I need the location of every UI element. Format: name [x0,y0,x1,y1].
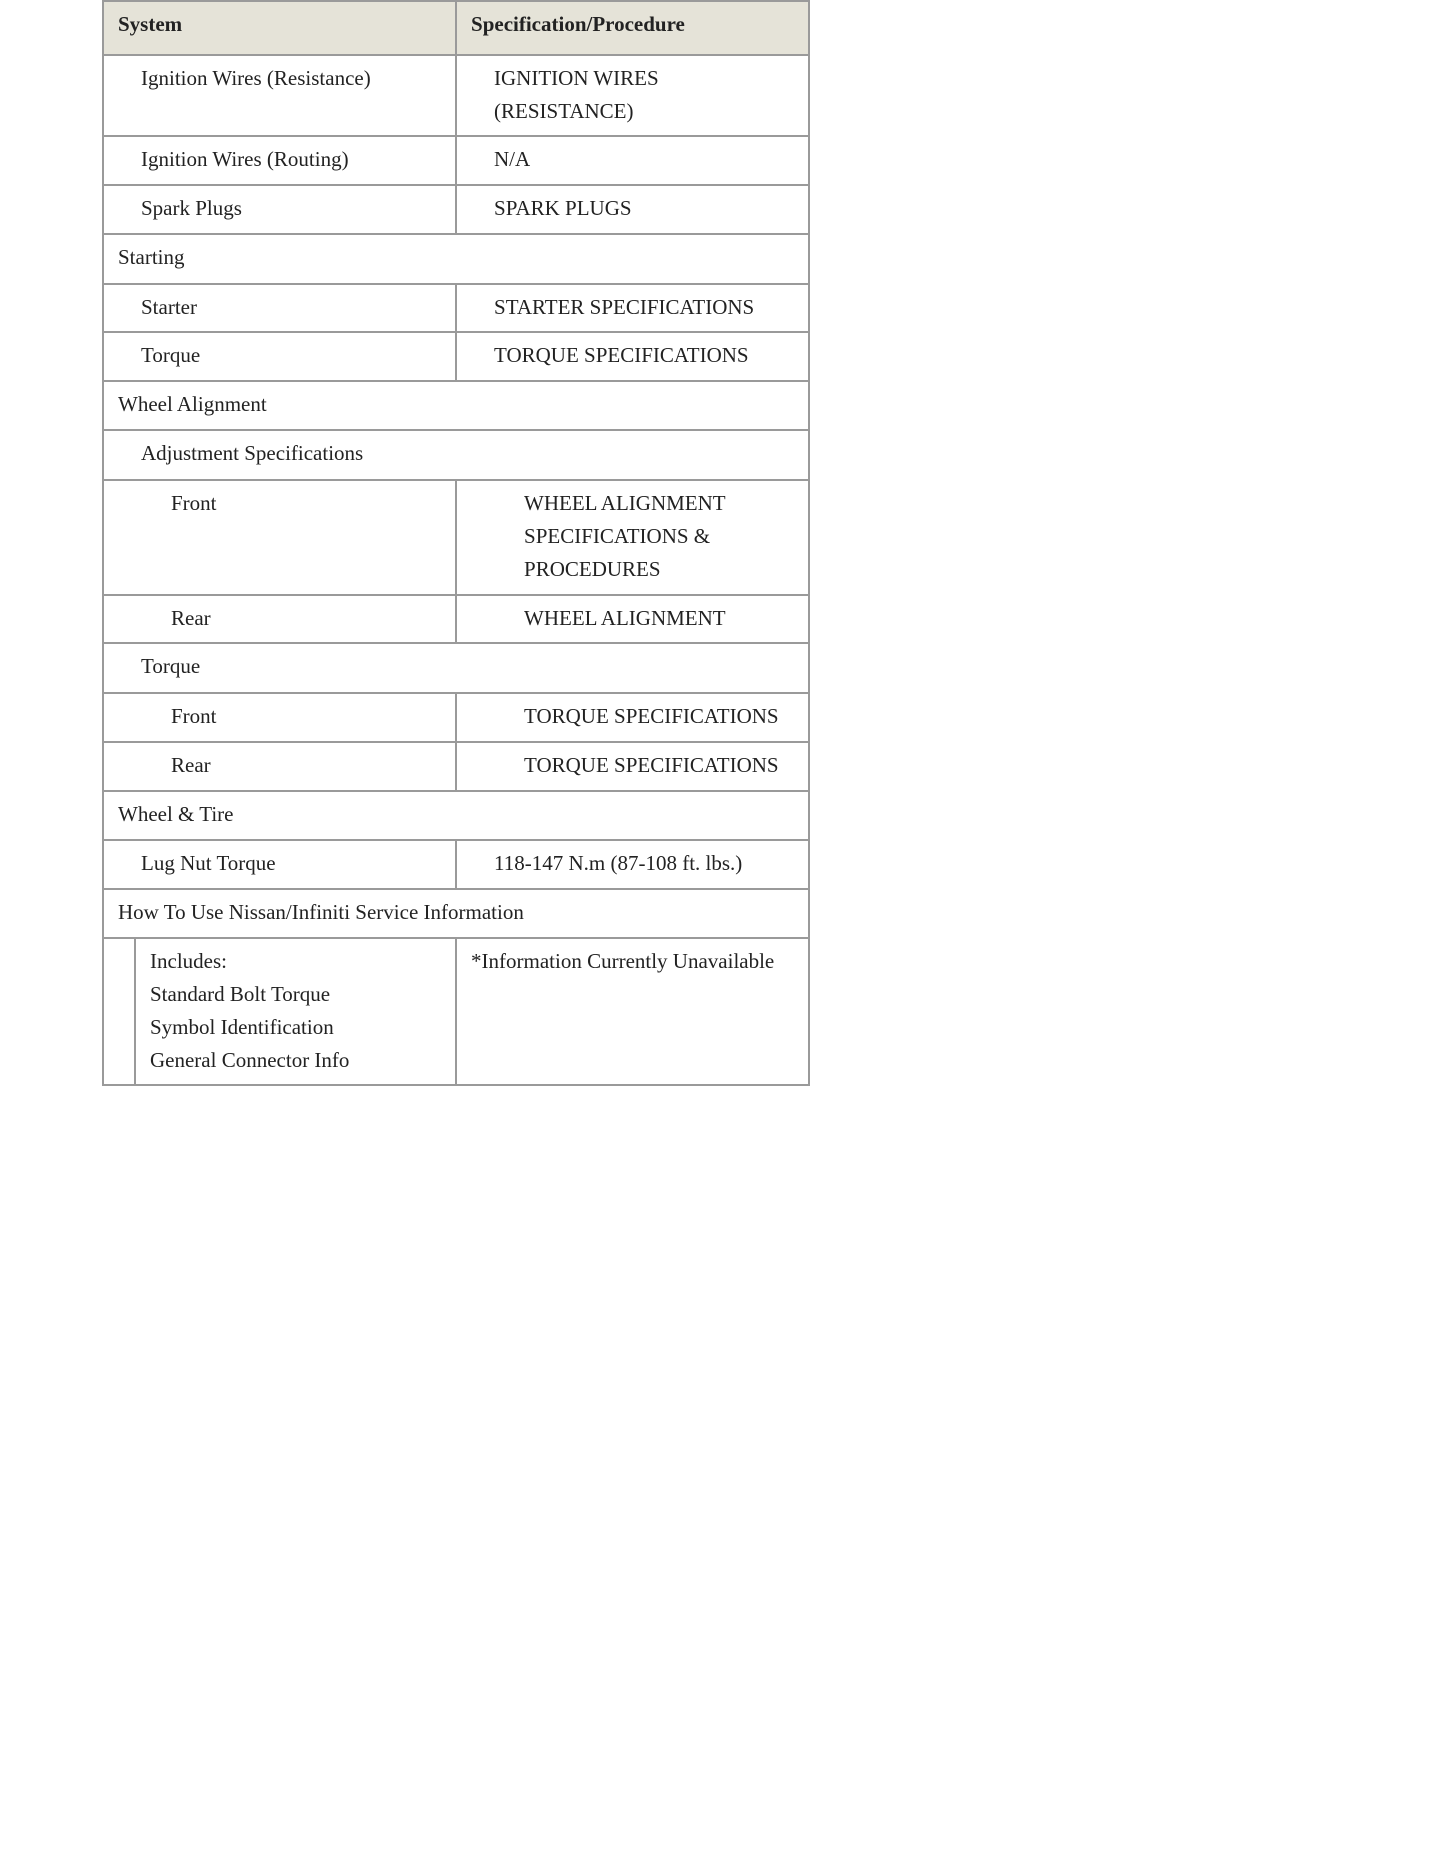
subsection-row [103,430,809,480]
system-cell: Spark Plugs [103,185,456,234]
system-cell: Front [103,480,456,595]
spec-cell: SPARK PLUGS [456,185,809,234]
table-row [103,55,809,136]
section-heading: How To Use Nissan/Infiniti Service Information [103,889,809,938]
system-cell: Lug Nut Torque [103,840,456,889]
system-cell: Ignition Wires (Resistance) [103,55,456,136]
spec-cell: TORQUE SPECIFICATIONS [456,742,809,791]
spec-line: (RESISTANCE) [494,99,634,123]
spec-cell [456,55,809,136]
section-heading: Wheel & Tire [103,791,809,840]
table-row [103,595,809,643]
section-row [103,381,809,430]
spec-cell: TORQUE SPECIFICATIONS [456,693,809,742]
system-line: General Connector Info [150,1048,350,1072]
spec-cell [456,480,809,595]
section-row [103,889,809,938]
table-row [103,480,809,595]
indent-gutter [103,938,135,1085]
system-cell: Torque [103,332,456,381]
subsection-heading: Adjustment Specifications [103,430,809,480]
system-line: Includes: [150,949,227,973]
subsection-heading: Torque [103,643,809,693]
spec-cell: *Information Currently Unavailable [456,938,809,1085]
table-header-row [103,1,809,55]
system-cell: Front [103,693,456,742]
spec-line: SPECIFICATIONS & [524,524,711,548]
spec-line: PROCEDURES [524,557,661,581]
section-heading: Starting [103,234,809,284]
system-cell: Rear [103,742,456,791]
table-row [103,284,809,332]
table-row [103,185,809,234]
specification-table [102,0,810,1086]
section-heading: Wheel Alignment [103,381,809,430]
spec-cell: 118-147 N.m (87-108 ft. lbs.) [456,840,809,889]
table-row [103,742,809,791]
table-row [103,136,809,185]
table-row [103,693,809,742]
column-header-spec: Specification/Procedure [456,1,809,55]
spec-cell: STARTER SPECIFICATIONS [456,284,809,332]
spec-cell: N/A [456,136,809,185]
table-row [103,938,809,1085]
column-header-system: System [103,1,456,55]
system-line: Symbol Identification [150,1015,334,1039]
spec-line: WHEEL ALIGNMENT [524,491,726,515]
system-cell: Ignition Wires (Routing) [103,136,456,185]
system-cell [135,938,456,1085]
spec-cell: TORQUE SPECIFICATIONS [456,332,809,381]
system-cell: Rear [103,595,456,643]
system-line: Standard Bolt Torque [150,982,331,1006]
spec-cell: WHEEL ALIGNMENT [456,595,809,643]
table-row [103,840,809,889]
spec-line: IGNITION WIRES [494,66,659,90]
system-cell: Starter [103,284,456,332]
subsection-row [103,643,809,693]
table-row [103,332,809,381]
section-row [103,791,809,840]
section-row [103,234,809,284]
